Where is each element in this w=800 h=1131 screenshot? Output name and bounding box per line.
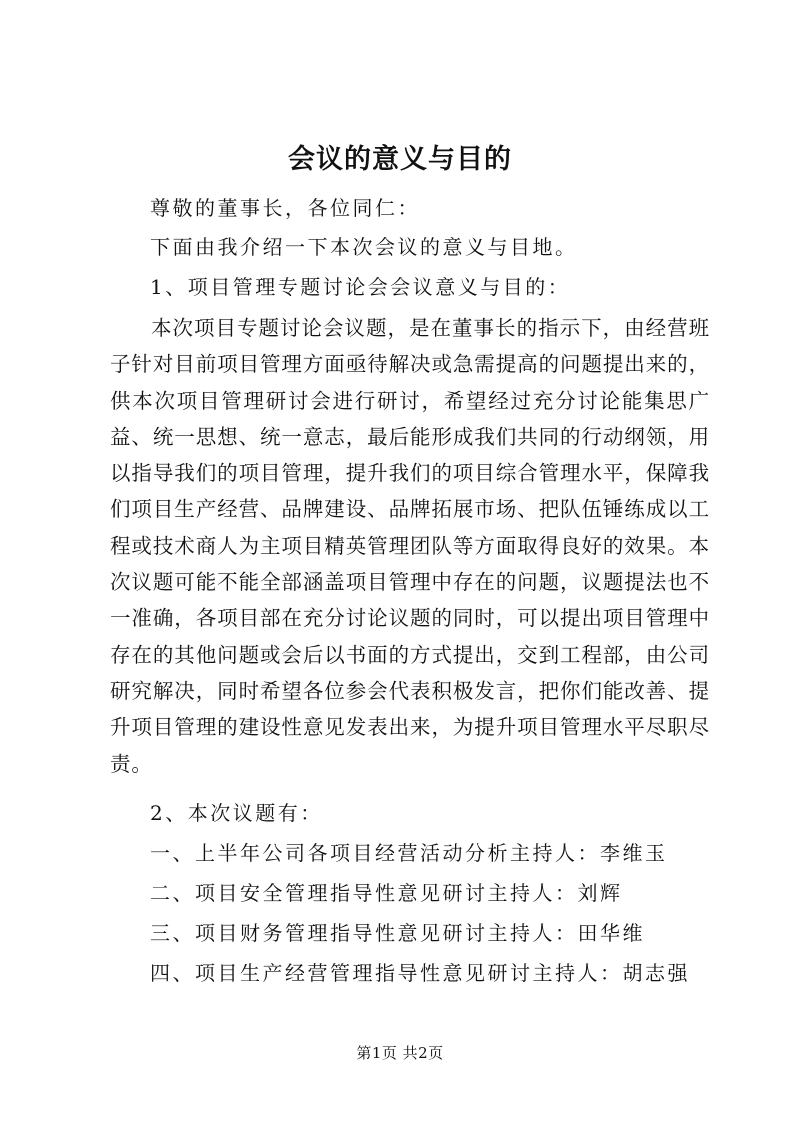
intro-line: 下面由我介绍一下本次会议的意义与目地。: [150, 235, 578, 259]
topic-item: 四、项目生产经营管理指导性意见研讨主持人：胡志强: [150, 961, 690, 985]
greeting-line: 尊敬的董事长，各位同仁：: [150, 196, 420, 220]
topic-item: 一、上半年公司各项目经营活动分析主持人：李维玉: [150, 841, 668, 865]
document-title: 会议的意义与目的: [288, 144, 512, 175]
page-number-footer: 第1页 共2页: [356, 1044, 444, 1062]
topic-item: 二、项目安全管理指导性意见研讨主持人：刘辉: [150, 881, 623, 905]
topic-item: 三、项目财务管理指导性意见研讨主持人：田华维: [150, 921, 645, 945]
section2-heading: 2、本次议题有：: [150, 801, 323, 825]
section1-body-paragraph: 本次项目专题讨论会议题，是在董事长的指示下，由经营班子针对目前项目管理方面亟待解决或急需提高的问题提出来的，供本次项目管理研讨会进行研讨，希望经过充分讨论能集思广益、统一思想、统一意志，最后能形成我们共同的行动纲领，用以指导我们的项目管理，提升我们的项目综合管理水平，保障我们项目生产经营、品牌建设、品牌拓展市场、把队伍锤练成以工程或技术商人为主项目精英管理团队等方面取得良好的效果。本次议题可能不能全部涵盖项目管理中存在的问题，议题提法也不一准确，各项目部在充分讨论议题的同时，可以提出项目管理中存在的其他问题或会后以书面的方式提出，交到工程部，由公司研究解决，同时希望各位参会代表积极发言，把你们能改善、提升项目管理的建设性意见发表出来，为提升项目管理水平尽职尽责。: [110, 316, 710, 776]
section1-heading: 1、项目管理专题讨论会会议意义与目的：: [150, 275, 571, 299]
